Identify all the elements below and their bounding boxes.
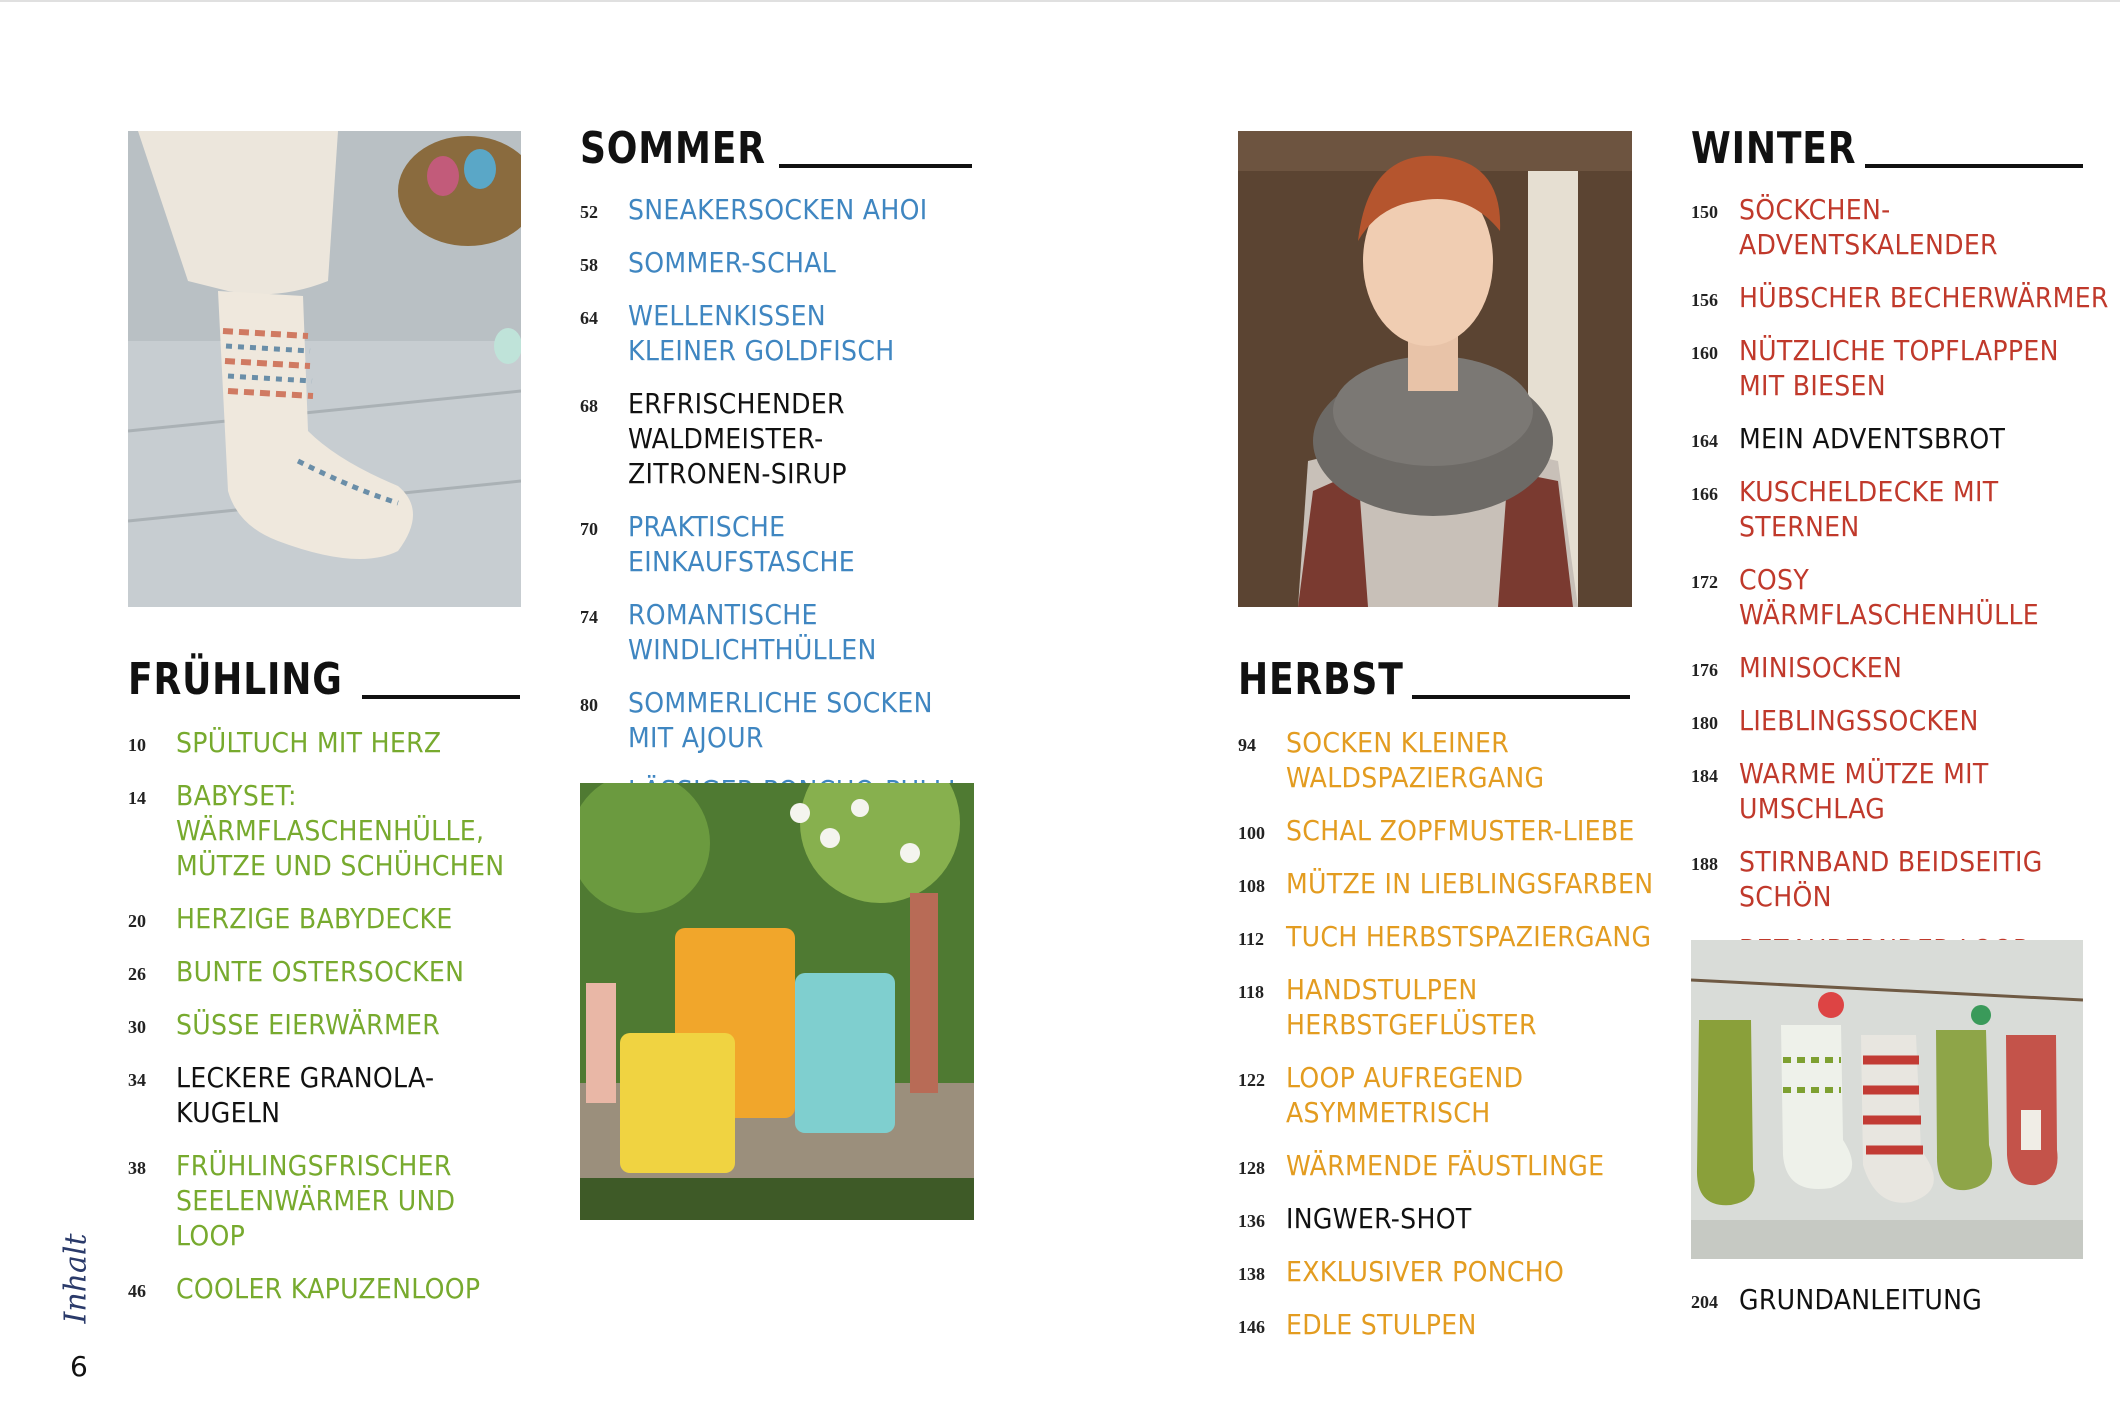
photo-spring-socks [128, 131, 521, 607]
toc-entry [1238, 813, 1658, 848]
section-title-autumn: HERBST [1238, 654, 1404, 705]
toc-entry [128, 778, 528, 883]
toc-page-number: 74 [580, 607, 598, 627]
photo-winter-advent-socks [1691, 940, 2083, 1259]
toc-page-number: 138 [1238, 1264, 1265, 1284]
toc-page-number: 10 [128, 735, 146, 755]
toc-entry [1238, 1201, 1658, 1236]
toc-page-number: 14 [128, 788, 146, 808]
toc-entry-title: SOMMERLICHE SOCKEN MIT AJOUR [628, 686, 933, 754]
toc-entry-title: WELLENKISSEN KLEINER GOLDFISCH [628, 299, 895, 367]
toc-entry [128, 901, 528, 936]
toc-entry [128, 954, 528, 989]
toc-entry [580, 386, 1000, 491]
toc-page-number: 180 [1691, 713, 1718, 733]
toc-entry [1238, 919, 1658, 954]
section-heading-spring [128, 654, 520, 705]
toc-entry-title: ERFRISCHENDER WALDMEISTER- ZITRONEN-SIRUP [628, 387, 847, 490]
toc-entry [580, 597, 1000, 667]
toc-entry-title: EDLE STULPEN [1286, 1308, 1477, 1341]
toc-entry-title: FRÜHLINGSFRISCHER SEELENWÄRMER UND LOOP [176, 1149, 456, 1252]
toc-entry [580, 509, 1000, 579]
toc-entry-title: MEIN ADVENTSBROT [1739, 422, 2006, 455]
toc-page-number: 150 [1691, 202, 1718, 222]
toc-page-number: 58 [580, 255, 598, 275]
toc-entry-title: INGWER-SHOT [1286, 1202, 1472, 1235]
toc-list-autumn [1238, 725, 1658, 1342]
section-rule [779, 164, 972, 168]
section-heading-winter [1691, 123, 2083, 174]
toc-entry-title: SÖCKCHEN-ADVENTSKALENDER [1739, 193, 1998, 261]
toc-page-number: 26 [128, 964, 146, 984]
toc-page-number: 70 [580, 519, 598, 539]
toc-entry-title: ROMANTISCHE WINDLICHTHÜLLEN [628, 598, 877, 666]
toc-page-number: 160 [1691, 343, 1718, 363]
toc-page-number: 52 [580, 202, 598, 222]
toc-list-spring [128, 725, 528, 1306]
top-border [0, 0, 2120, 2]
toc-entry [1691, 562, 2111, 632]
toc-entry [1691, 756, 2111, 826]
toc-entry [1691, 280, 2111, 315]
section-title-spring: FRÜHLING [128, 654, 343, 705]
toc-page-number: 30 [128, 1017, 146, 1037]
toc-entry [1238, 725, 1658, 795]
toc-entry-title: GRUNDANLEITUNG [1739, 1283, 1983, 1316]
toc-page-number: 20 [128, 911, 146, 931]
toc-entry-title: HÜBSCHER BECHERWÄRMER [1739, 281, 2109, 314]
toc-entry-title: LECKERE GRANOLA-KUGELN [176, 1061, 435, 1129]
toc-entry [1238, 1307, 1658, 1342]
toc-entry [1691, 421, 2111, 456]
toc-entry-title: MINISOCKEN [1739, 651, 1903, 684]
toc-entry [1238, 1148, 1658, 1183]
toc-entry-title: COSY WÄRMFLASCHENHÜLLE [1739, 563, 2039, 631]
photo-summer-lanterns [580, 783, 974, 1220]
toc-page-number: 80 [580, 695, 598, 715]
section-rule [1412, 695, 1630, 699]
toc-entry-title: SÜSSE EIERWÄRMER [176, 1008, 441, 1041]
toc-page-number: 172 [1691, 572, 1718, 592]
toc-entry [1238, 972, 1658, 1042]
toc-page-number: 166 [1691, 484, 1718, 504]
toc-entry [128, 1060, 528, 1130]
section-rule [1865, 164, 2083, 168]
toc-list-winter [1691, 192, 2111, 1020]
toc-entry [1691, 333, 2111, 403]
toc-page-number: 188 [1691, 854, 1718, 874]
toc-entry [128, 725, 528, 760]
toc-page-number: 68 [580, 396, 598, 416]
toc-entry-title: SNEAKERSOCKEN AHOI [628, 193, 928, 226]
toc-entry-title: EXKLUSIVER PONCHO [1286, 1255, 1565, 1288]
toc-page-number: 64 [580, 308, 598, 328]
toc-page-number: 118 [1238, 982, 1265, 1002]
toc-entry [1691, 1282, 2111, 1317]
toc-entry-title: HERZIGE BABYDECKE [176, 902, 453, 935]
toc-entry-title: NÜTZLICHE TOPFLAPPEN MIT BIESEN [1739, 334, 2059, 402]
toc-page-number: 184 [1691, 766, 1718, 786]
toc-entry-title: SOMMER-SCHAL [628, 246, 837, 279]
toc-entry [580, 685, 1000, 755]
photo-autumn-cowl [1238, 131, 1632, 607]
page-number: 6 [70, 1350, 88, 1383]
toc-entry-title: SCHAL ZOPFMUSTER-LIEBE [1286, 814, 1635, 847]
toc-page-number: 34 [128, 1070, 146, 1090]
toc-list-appendix [1691, 1282, 2111, 1317]
toc-entry [580, 298, 1000, 368]
toc-page-number: 136 [1238, 1211, 1265, 1231]
toc-entry-title: MÜTZE IN LIEBLINGSFARBEN [1286, 867, 1654, 900]
toc-entry-title: SOCKEN KLEINER WALDSPAZIERGANG [1286, 726, 1545, 794]
section-heading-summer [580, 123, 972, 174]
toc-entry-title: BABYSET: WÄRMFLASCHENHÜLLE, MÜTZE UND SCHÜHCHEN [176, 779, 505, 882]
toc-entry [1238, 1254, 1658, 1289]
toc-page-number: 100 [1238, 823, 1265, 843]
toc-page-number: 176 [1691, 660, 1718, 680]
toc-entry [1691, 703, 2111, 738]
side-label-text: Inhalt [58, 1232, 94, 1324]
toc-entry-title: COOLER KAPUZENLOOP [176, 1272, 481, 1305]
toc-entry [128, 1271, 528, 1306]
section-heading-autumn [1238, 654, 1630, 705]
toc-page-number: 94 [1238, 735, 1256, 755]
toc-entry [1691, 650, 2111, 685]
toc-list-summer [580, 192, 1000, 808]
toc-entry-title: SPÜLTUCH MIT HERZ [176, 726, 442, 759]
toc-page-number: 156 [1691, 290, 1718, 310]
toc-entry [1691, 844, 2111, 914]
toc-page-number: 128 [1238, 1158, 1265, 1178]
toc-page-number: 112 [1238, 929, 1265, 949]
section-title-winter: WINTER [1691, 123, 1857, 174]
toc-entry-title: LOOP AUFREGEND ASYMMETRISCH [1286, 1061, 1524, 1129]
toc-entry-title: PRAKTISCHE EINKAUFSTASCHE [628, 510, 855, 578]
toc-page-number: 46 [128, 1281, 146, 1301]
section-title-summer: SOMMER [580, 123, 766, 174]
toc-page-number: 38 [128, 1158, 146, 1178]
toc-entry [128, 1007, 528, 1042]
toc-entry [1238, 866, 1658, 901]
toc-entry-title: WÄRMENDE FÄUSTLINGE [1286, 1149, 1605, 1182]
toc-page-number: 164 [1691, 431, 1718, 451]
toc-entry [1691, 474, 2111, 544]
toc-entry [1691, 192, 2111, 262]
section-rule [362, 695, 520, 699]
toc-entry-title: KUSCHELDECKE MIT STERNEN [1739, 475, 1999, 543]
toc-entry [580, 245, 1000, 280]
side-label [56, 1228, 96, 1328]
toc-entry-title: WARME MÜTZE MIT UMSCHLAG [1739, 757, 1989, 825]
toc-page-number: 204 [1691, 1292, 1718, 1312]
toc-entry-title: HANDSTULPEN HERBSTGEFLÜSTER [1286, 973, 1537, 1041]
toc-entry-title: LIEBLINGSSOCKEN [1739, 704, 1979, 737]
toc-page-number: 108 [1238, 876, 1265, 896]
toc-entry-title: TUCH HERBSTSPAZIERGANG [1286, 920, 1652, 953]
toc-entry-title: BUNTE OSTERSOCKEN [176, 955, 465, 988]
toc-entry [580, 192, 1000, 227]
toc-entry [128, 1148, 528, 1253]
toc-page-number: 122 [1238, 1070, 1265, 1090]
toc-entry [1238, 1060, 1658, 1130]
toc-page-number: 146 [1238, 1317, 1265, 1337]
toc-entry-title: STIRNBAND BEIDSEITIG SCHÖN [1739, 845, 2043, 913]
